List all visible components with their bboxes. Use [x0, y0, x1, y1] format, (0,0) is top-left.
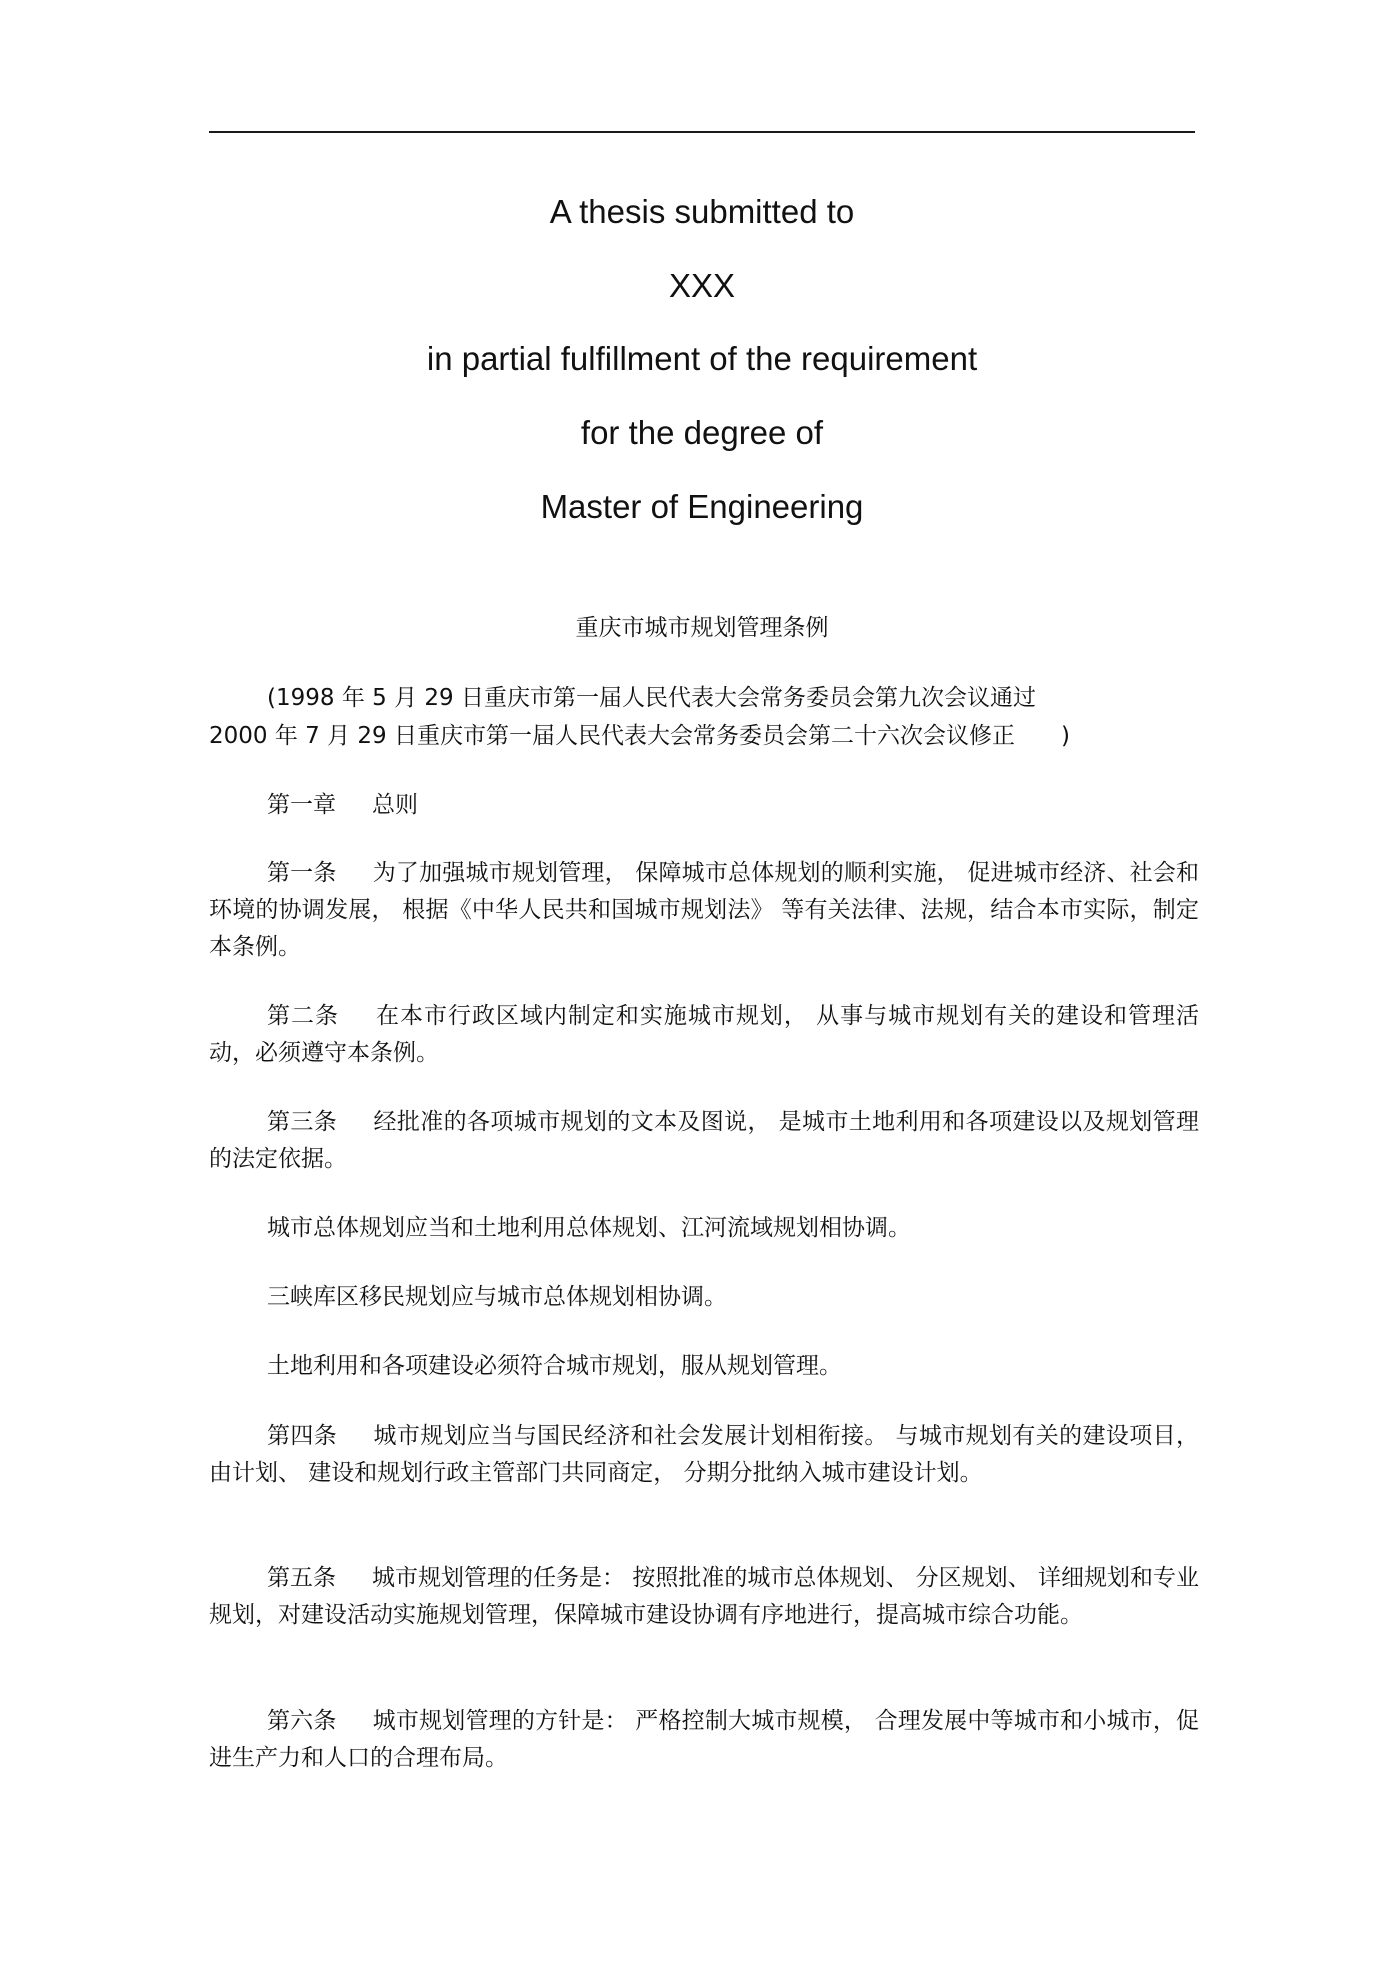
thesis-fulfillment-line: in partial fulfillment of the requirement: [426, 340, 978, 377]
article-4: [209, 1418, 1199, 1492]
article-3-clause-2: [209, 1210, 1199, 1247]
header-rule: [209, 131, 1195, 133]
document-title: 重庆市城市规划管理条例: [575, 615, 829, 641]
article-1: [209, 855, 1199, 966]
article-label: 第五条: [267, 1565, 337, 1591]
history-line-2: 2000 年 7 月 29 日重庆市第一届人民代表大会常务委员会第二十六次会议修正 ): [209, 723, 1070, 749]
document-history-2: [209, 717, 1199, 755]
thesis-submitted-line: A thesis submitted to: [549, 193, 855, 230]
article-label: 第二条: [267, 1003, 339, 1029]
article-text: 城市规划管理的任务是： 按照批准的城市总体规划、 分区规划、 详细规划和专业规划，对建设活动实施规划管理，保障城市建设协调有序地进行，提高城市综合功能。: [209, 1565, 1200, 1628]
thesis-degree-line: for the degree of: [580, 414, 824, 451]
article-3: [209, 1104, 1199, 1178]
article-5: [209, 1560, 1199, 1634]
article-6: [209, 1703, 1199, 1777]
thesis-degree-name: Master of Engineering: [540, 488, 864, 525]
article-text: 为了加强城市规划管理， 保障城市总体规划的顺利实施， 促进城市经济、社会和环境的协调发展， 根据《中华人民共和国城市规划法》 等有关法律、法规，结合本市实际，制定本条例。: [209, 860, 1200, 960]
article-label: 第四条: [267, 1423, 338, 1449]
thesis-institution: XXX: [668, 267, 736, 304]
article-text: 在本市行政区域内制定和实施城市规划， 从事与城市规划有关的建设和管理活动，必须遵守本条例。: [209, 1003, 1200, 1066]
article-text: 三峡库区移民规划应与城市总体规划相协调。: [267, 1284, 727, 1310]
article-3-clause-3: [209, 1279, 1199, 1316]
article-3-clause-4: [209, 1348, 1199, 1385]
history-line-1: (1998 年 5 月 29 日重庆市第一届人民代表大会常务委员会第九次会议通过: [267, 685, 1036, 711]
article-text: 土地利用和各项建设必须符合城市规划，服从规划管理。: [267, 1353, 842, 1379]
article-label: 第六条: [267, 1708, 337, 1734]
article-text: 城市规划管理的方针是： 严格控制大城市规模， 合理发展中等城市和小城市，促进生产力和人口的合理布局。: [209, 1708, 1200, 1771]
article-text: 城市规划应当与国民经济和社会发展计划相衔接。 与城市规划有关的建设项目， 由计划、 建设和规划行政主管部门共同商定， 分期分批纳入城市建设计划。: [209, 1423, 1200, 1486]
chapter-heading: [209, 787, 1199, 824]
article-text: 城市总体规划应当和土地利用总体规划、江河流域规划相协调。: [267, 1215, 911, 1241]
chapter-label: 第一章: [267, 792, 336, 818]
article-2: [209, 998, 1199, 1072]
article-label: 第一条: [267, 860, 337, 886]
document-history: [209, 679, 1199, 717]
article-label: 第三条: [267, 1109, 338, 1135]
chapter-title: 总则: [372, 792, 418, 818]
article-text: 经批准的各项城市规划的文本及图说， 是城市土地利用和各项建设以及规划管理的法定依据。: [209, 1109, 1200, 1172]
